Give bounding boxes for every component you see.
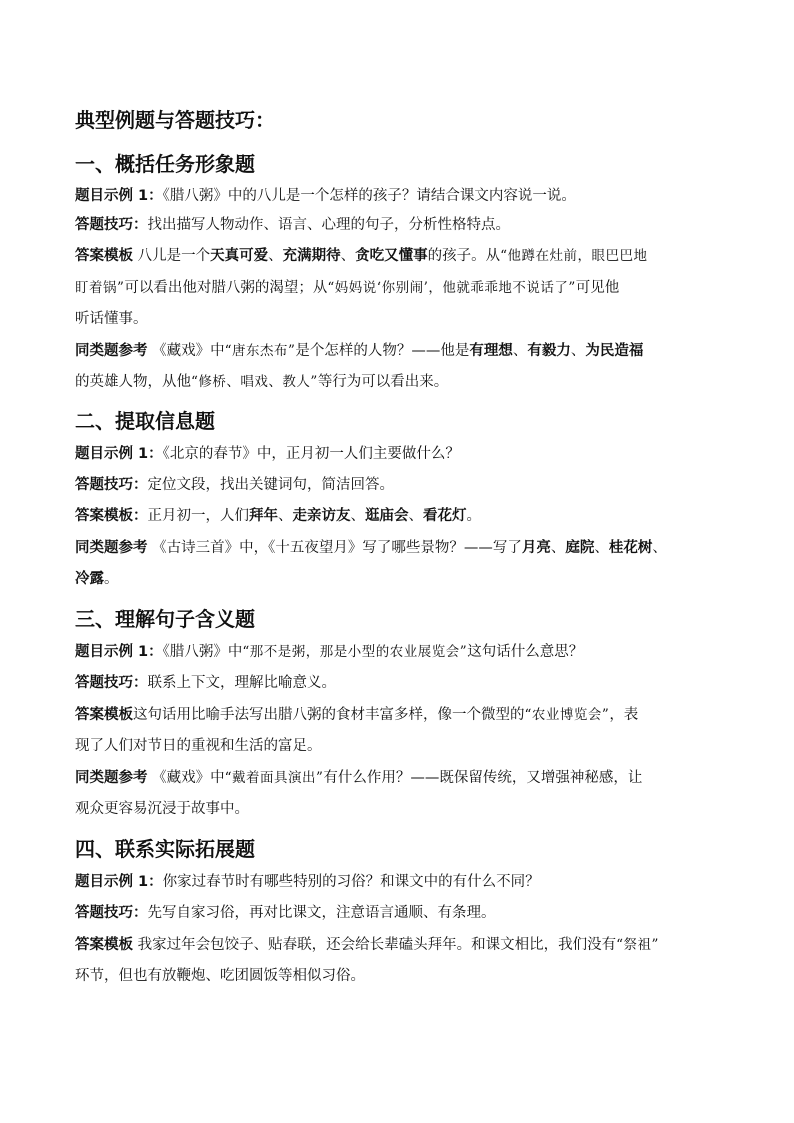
bold-keyword: 为民造福: [585, 343, 644, 359]
reference-text: 《藏戏》中: [152, 770, 225, 786]
separator: 、: [570, 343, 586, 359]
template-text: 可以看出他对腊八粥的渴望；从: [124, 280, 328, 296]
template-text: 正月初一，人们: [147, 508, 249, 524]
bold-keyword: 逛庙会: [365, 508, 409, 524]
tip-text: 定位文段，找出关键词句，简洁回答。: [147, 477, 394, 493]
s1-template-line-3: 听话懂事。: [75, 311, 148, 327]
tip-text: 先写自家习俗，再对比课文，注意语言通顺、有条理。: [147, 905, 496, 921]
separator: 、: [550, 540, 566, 556]
tip-label: 答题技巧：: [75, 217, 148, 233]
template-text: 八儿是一个: [137, 248, 211, 264]
quote-text: “他蹲在灶前，眼巴巴地: [500, 248, 648, 264]
bold-keyword: 有毅力: [527, 343, 571, 359]
s3-example: [75, 642, 583, 662]
tip-text: 联系上下文，理解比喻意义。: [147, 675, 336, 691]
section-heading-4: 四、联系实际拓展题: [75, 837, 255, 861]
example-text: 你家过春节时有哪些特别的习俗？和课文中的有什么不同？: [162, 874, 540, 890]
s1-template-line-2: [75, 278, 619, 298]
template-text: 的孩子。从: [427, 248, 501, 264]
s4-tip: [75, 903, 496, 923]
bold-keyword: 有理想: [469, 343, 513, 359]
quote-text: “修桥、唱戏、教人”: [191, 374, 318, 390]
separator: 、: [652, 540, 667, 556]
section-heading-3: 三、理解句子含义题: [75, 607, 255, 631]
template-text: ，表: [609, 707, 639, 723]
example-label: 题目示例 1：: [75, 446, 163, 462]
template-label: 答案模板: [75, 707, 133, 723]
reference-text: 《古诗三首》中，《十五夜望月》写了哪些景物？——写了: [152, 540, 522, 556]
quote-text: “祭祖”: [616, 937, 659, 953]
separator: 、: [278, 508, 293, 524]
s2-reference-line-1: [75, 538, 667, 558]
s3-reference-line-1: [75, 768, 642, 788]
template-label: 答案模板: [75, 248, 133, 264]
section-heading-1: 一、概括任务形象题: [75, 152, 255, 176]
bold-keyword: 庭院: [565, 540, 595, 556]
tip-label: 答题技巧：: [75, 905, 148, 921]
s2-tip: [75, 475, 394, 495]
s1-tip: [75, 215, 510, 235]
example-text: 《腊八粥》中的八儿是一个怎样的孩子？请结合课文内容说一说。: [162, 188, 576, 204]
tip-label: 答题技巧：: [75, 477, 148, 493]
example-text: 这句话什么意思？: [467, 644, 584, 660]
bold-keyword: 贪吃又懂事: [355, 248, 428, 264]
separator: 、: [408, 508, 423, 524]
bold-keyword: 桂花树: [608, 540, 653, 556]
template-label: 答案模板：: [75, 508, 148, 524]
separator: 、: [340, 248, 356, 264]
quote-text: “那不是粥，那是小型的农业展览会”: [242, 644, 468, 660]
bold-keyword: 月亮: [521, 540, 551, 556]
bold-keyword: 充满期待: [282, 248, 341, 264]
s3-reference-line-2: 观众更容易沉浸于故事中。: [75, 801, 249, 817]
s1-example: [75, 186, 576, 206]
separator: 。: [466, 508, 481, 524]
s2-template: [75, 506, 481, 526]
example-label: 题目示例 1：: [75, 874, 163, 890]
s4-template-line-2: 环节，但也有放鞭炮、吃团圆饭等相似习俗。: [75, 968, 365, 984]
s4-template-line-1: [75, 935, 659, 955]
bold-keyword: 走亲访友: [292, 508, 351, 524]
separator: 、: [268, 248, 283, 264]
template-label: 答案模板: [75, 937, 133, 953]
bold-keyword: 冷露: [75, 571, 104, 587]
bold-keyword: 拜年: [249, 508, 278, 524]
section-heading-2: 二、提取信息题: [75, 409, 215, 433]
reference-text: 的英雄人物，从他: [75, 374, 191, 390]
quote-text: “唐东杰布”: [224, 343, 296, 359]
separator: 。: [104, 571, 119, 587]
quote-text: “农业博览会”: [524, 707, 610, 723]
reference-text: 是个怎样的人物？——他是: [295, 343, 470, 359]
example-label: 题目示例 1：: [75, 188, 163, 204]
quote-text: “戴着面具演出”: [224, 770, 324, 786]
reference-label: 同类题参考: [75, 343, 148, 359]
template-text: 我家过年会包饺子、贴春联，还会给长辈磕头拜年。和课文相比，我们没有: [137, 937, 617, 953]
bold-keyword: 天真可爱: [210, 248, 269, 264]
s3-template-line-2: 现了人们对节日的重视和生活的富足。: [75, 738, 322, 754]
s4-example: [75, 872, 540, 892]
separator: 、: [594, 540, 609, 556]
reference-text: 有什么作用？——既保留传统，又增强神秘感，让: [323, 770, 643, 786]
example-text: 《北京的春节》中，正月初一人们主要做什么？: [162, 446, 460, 462]
reference-label: 同类题参考: [75, 770, 148, 786]
reference-text: 《藏戏》中: [152, 343, 225, 359]
quote-text: 盯着锅”: [75, 280, 125, 296]
s1-template-line-1: [75, 246, 648, 266]
page-title: 典型例题与答题技巧：: [75, 108, 275, 132]
s3-template-line-1: [75, 705, 638, 725]
tip-text: 找出描写人物动作、语言、心理的句子，分析性格特点。: [147, 217, 510, 233]
example-text: 《腊八粥》中: [162, 644, 243, 660]
separator: 、: [350, 508, 365, 524]
example-label: 题目示例 1：: [75, 644, 163, 660]
bold-keyword: 看花灯: [423, 508, 467, 524]
separator: 、: [512, 343, 528, 359]
s2-reference-line-2: [75, 569, 119, 589]
tip-label: 答题技巧：: [75, 675, 148, 691]
s1-reference-line-2: [75, 372, 448, 392]
template-text: 可见他: [575, 280, 620, 296]
reference-text: 等行为可以看出来。: [317, 374, 449, 390]
s2-example: [75, 444, 460, 464]
template-text: 这句话用比喻手法写出腊八粥的食材丰富多样，像一个微型的: [133, 707, 525, 723]
s3-tip: [75, 673, 336, 693]
reference-label: 同类题参考: [75, 540, 148, 556]
s1-reference-line-1: [75, 341, 643, 361]
quote-text: “妈妈说‘你别闹’，他就乖乖地不说话了”: [327, 280, 576, 296]
